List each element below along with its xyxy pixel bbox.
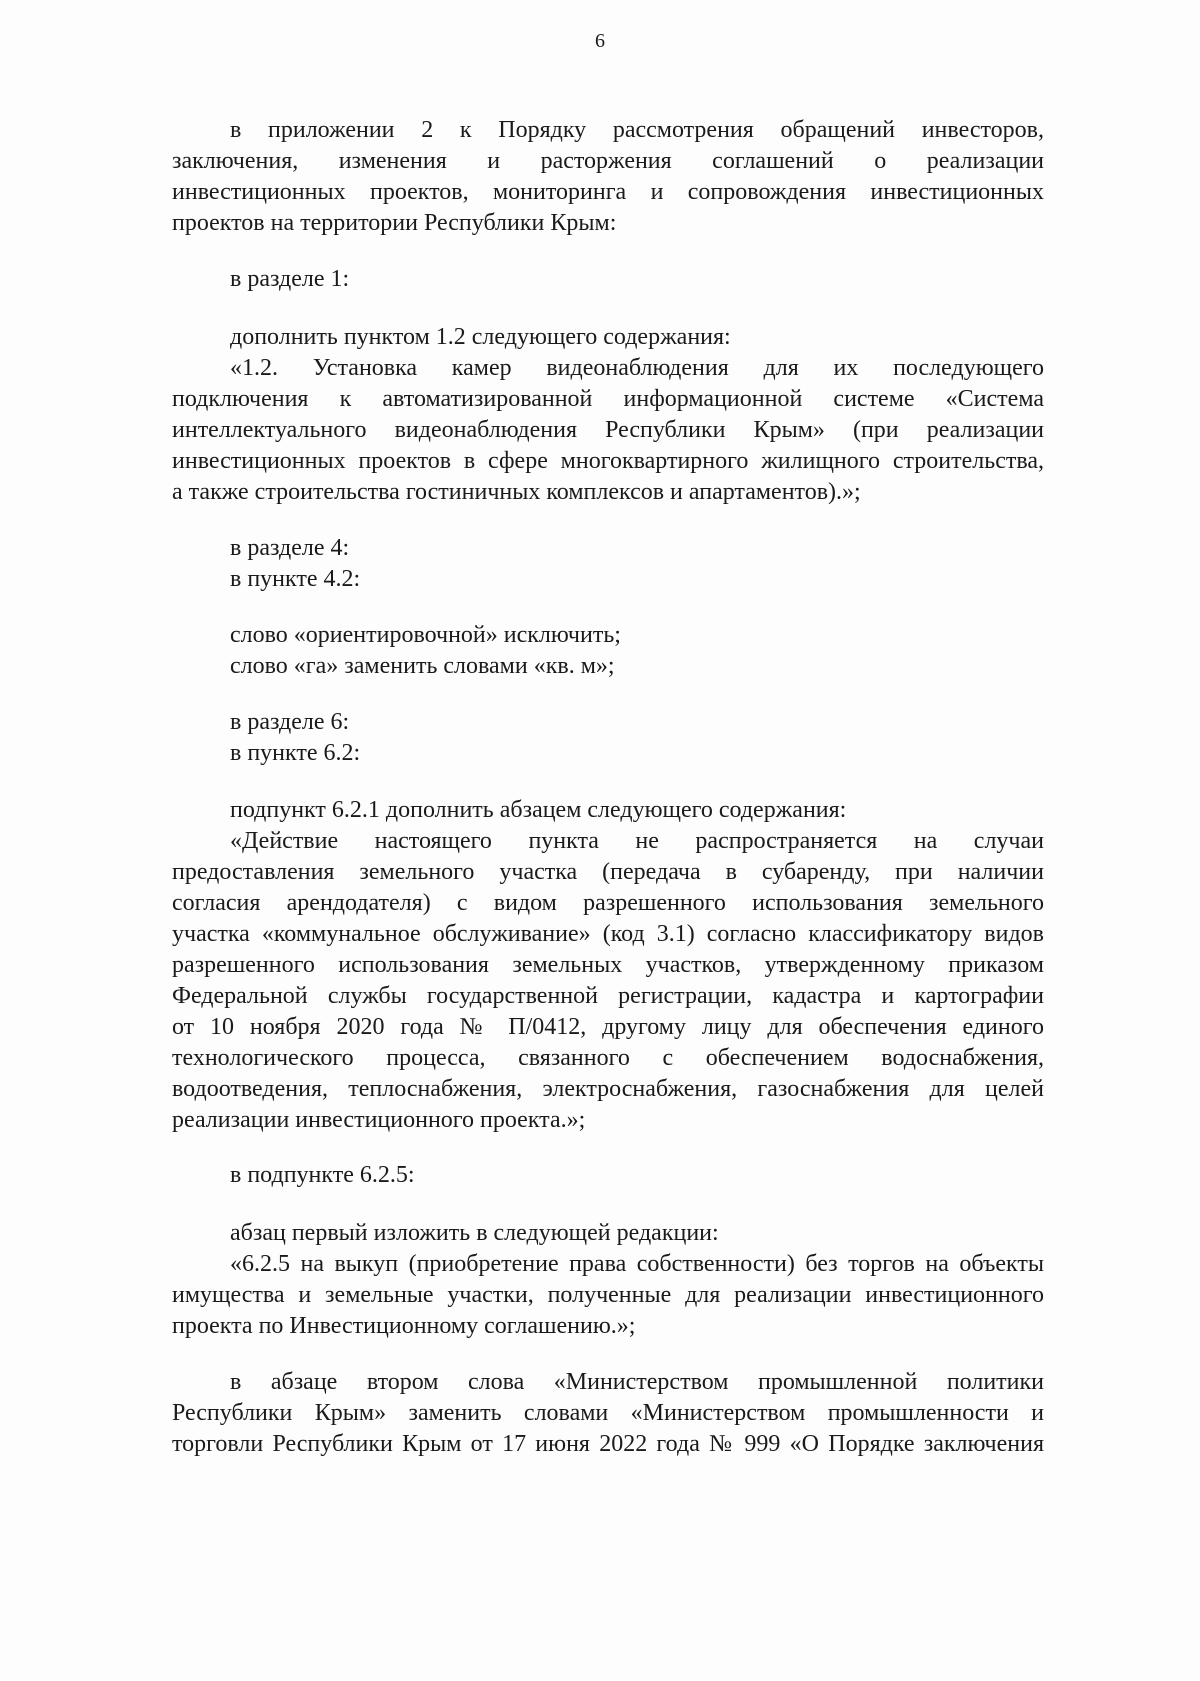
text-line: дополнить пунктом 1.2 следующего содержания: [230, 324, 731, 350]
text-line: в разделе 4: [230, 535, 350, 561]
text-line: технологического процесса, связанного с обеспечением водоснабжения, [172, 1045, 1044, 1071]
text-line: в абзаце втором слова «Министерством промышленной политики [230, 1369, 1044, 1395]
text-line: согласия арендодателя) с видом разрешенного использования земельного [172, 890, 1044, 916]
text-line: в пункте 4.2: [230, 566, 361, 592]
text-line: интеллектуального видеонаблюдения Республики Крым» (при реализации [172, 417, 1044, 443]
text-line: слово «ориентировочной» исключить; [230, 622, 621, 648]
text-line: в разделе 6: [230, 709, 350, 735]
text-line: проекта по Инвестиционному соглашению.»; [172, 1313, 636, 1339]
text-line: реализации инвестиционного проекта.»; [172, 1107, 586, 1133]
text-line: в приложении 2 к Порядку рассмотрения обращений инвесторов, [230, 117, 1044, 143]
text-line: в подпункте 6.2.5: [230, 1162, 415, 1188]
text-line: слово «га» заменить словами «кв. м»; [230, 653, 615, 679]
text-line: «Действие настоящего пункта не распространяется на случаи [230, 828, 1044, 854]
text-line: инвестиционных проектов в сфере многоквартирного жилищного строительства, [172, 448, 1044, 474]
text-line: разрешенного использования земельных участков, утвержденному приказом [172, 952, 1044, 978]
text-line: подпункт 6.2.1 дополнить абзацем следующего содержания: [230, 797, 847, 823]
text-line: от 10 ноября 2020 года № П/0412, другому лицу для обеспечения единого [172, 1014, 1044, 1040]
text-line: «6.2.5 на выкуп (приобретение права собственности) без торгов на объекты [230, 1251, 1044, 1277]
text-line: заключения, изменения и расторжения соглашений о реализации [172, 148, 1044, 174]
text-line: Республики Крым» заменить словами «Министерством промышленности и [172, 1400, 1044, 1426]
text-line: подключения к автоматизированной информационной системе «Система [172, 386, 1044, 412]
text-line: в разделе 1: [230, 266, 350, 292]
text-line: в пункте 6.2: [230, 740, 361, 766]
text-line: водоотведения, теплоснабжения, электроснабжения, газоснабжения для целей [172, 1076, 1044, 1102]
text-line: имущества и земельные участки, полученные для реализации инвестиционного [172, 1282, 1044, 1308]
text-line: «1.2. Установка камер видеонаблюдения для их последующего [230, 355, 1044, 381]
text-line: а также строительства гостиничных комплексов и апартаментов).»; [172, 479, 861, 505]
text-line: Федеральной службы государственной регистрации, кадастра и картографии [172, 983, 1044, 1009]
text-line: абзац первый изложить в следующей редакции: [230, 1220, 719, 1246]
text-line: предоставления земельного участка (передача в субаренду, при наличии [172, 859, 1044, 885]
page-number: 6 [595, 30, 605, 52]
text-line: проектов на территории Республики Крым: [172, 210, 617, 236]
text-line: участка «коммунальное обслуживание» (код 3.1) согласно классификатору видов [172, 921, 1044, 947]
text-line: инвестиционных проектов, мониторинга и сопровождения инвестиционных [172, 179, 1044, 205]
text-line: торговли Республики Крым от 17 июня 2022 года № 999 «О Порядке заключения [172, 1431, 1044, 1457]
